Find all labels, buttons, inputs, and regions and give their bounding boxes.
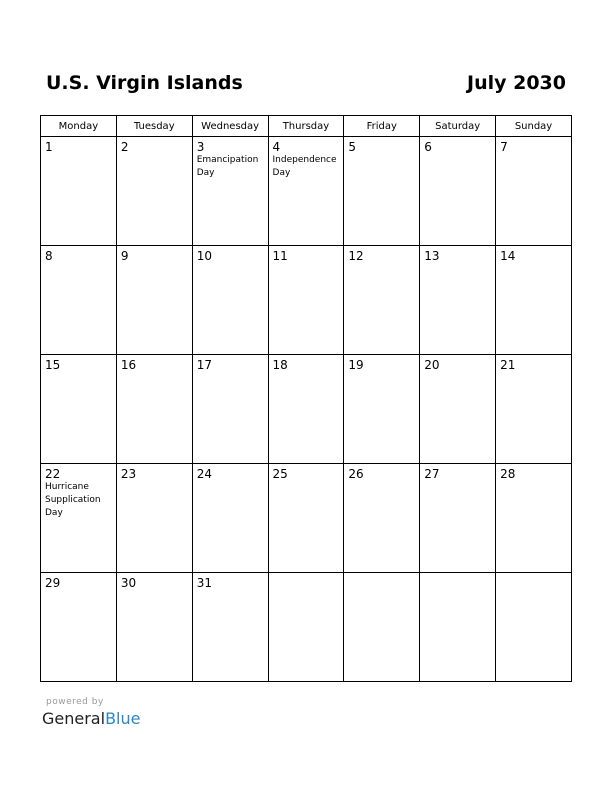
calendar-grid xyxy=(40,115,572,682)
day-number: 21 xyxy=(500,358,516,372)
day-number: 28 xyxy=(500,467,516,481)
day-cell xyxy=(116,464,192,573)
day-cell xyxy=(268,137,344,246)
day-number: 25 xyxy=(272,467,288,481)
day-number: 9 xyxy=(120,249,129,263)
weekday-header: Monday xyxy=(41,116,117,137)
week-row xyxy=(41,464,572,573)
day-number: 3 xyxy=(196,140,205,154)
empty-day-cell xyxy=(344,573,420,682)
day-cell xyxy=(420,246,496,355)
day-number: 11 xyxy=(272,249,288,263)
day-number: 29 xyxy=(45,576,61,590)
day-number: 20 xyxy=(424,358,440,372)
day-cell xyxy=(41,246,117,355)
day-number: 1 xyxy=(45,140,53,154)
day-number: 22 xyxy=(45,467,61,481)
day-number: 10 xyxy=(196,249,212,263)
week-row xyxy=(41,573,572,682)
weekday-header: Friday xyxy=(344,116,420,137)
week-row xyxy=(41,355,572,464)
day-cell xyxy=(496,137,572,246)
weekday-header: Wednesday xyxy=(192,116,268,137)
day-number: 7 xyxy=(500,140,508,154)
day-cell xyxy=(192,246,268,355)
day-cell xyxy=(344,464,420,573)
day-number: 18 xyxy=(272,358,288,372)
holiday-label: Hurricane Supplication Day xyxy=(45,482,101,518)
empty-day-cell xyxy=(420,573,496,682)
day-cell xyxy=(420,464,496,573)
weekday-header-row xyxy=(41,116,572,137)
day-cell xyxy=(41,137,117,246)
holiday-label: Emancipation Day xyxy=(196,155,259,178)
day-number: 2 xyxy=(120,140,129,154)
day-cell xyxy=(496,464,572,573)
day-number: 27 xyxy=(424,467,440,481)
day-cell xyxy=(192,573,268,682)
weekday-header: Tuesday xyxy=(116,116,192,137)
day-number: 17 xyxy=(196,358,212,372)
day-cell xyxy=(192,137,268,246)
day-cell xyxy=(116,137,192,246)
day-number: 15 xyxy=(45,358,61,372)
brand-part-1: General xyxy=(42,709,106,728)
weekday-header: Thursday xyxy=(268,116,344,137)
day-cell xyxy=(496,355,572,464)
day-cell xyxy=(420,137,496,246)
day-cell xyxy=(344,137,420,246)
generalblue-logo[interactable] xyxy=(42,709,140,728)
day-number: 12 xyxy=(348,249,364,263)
brand-part-2: Blue xyxy=(105,709,141,728)
day-cell xyxy=(41,464,117,573)
day-number: 23 xyxy=(120,467,137,481)
day-number: 13 xyxy=(424,249,440,263)
day-cell xyxy=(268,355,344,464)
day-cell xyxy=(192,464,268,573)
day-cell xyxy=(41,573,117,682)
day-cell xyxy=(344,246,420,355)
day-cell xyxy=(420,355,496,464)
day-number: 16 xyxy=(120,358,137,372)
week-row xyxy=(41,137,572,246)
day-cell xyxy=(344,355,420,464)
day-number: 31 xyxy=(196,576,212,590)
day-cell xyxy=(268,464,344,573)
day-number: 8 xyxy=(45,249,53,263)
day-number: 6 xyxy=(424,140,432,154)
day-cell xyxy=(496,246,572,355)
day-number: 4 xyxy=(272,140,281,154)
day-number: 30 xyxy=(120,576,137,590)
day-cell xyxy=(41,355,117,464)
day-cell xyxy=(192,355,268,464)
week-row xyxy=(41,246,572,355)
empty-day-cell xyxy=(496,573,572,682)
day-number: 24 xyxy=(196,467,212,481)
powered-by-label: powered by xyxy=(46,697,104,707)
month-year-title: July 2030 xyxy=(467,72,566,94)
day-number: 19 xyxy=(348,358,364,372)
day-cell xyxy=(116,246,192,355)
weekday-header: Sunday xyxy=(496,116,572,137)
day-number: 5 xyxy=(348,140,357,154)
weekday-header: Saturday xyxy=(420,116,496,137)
region-title: U.S. Virgin Islands xyxy=(46,72,243,94)
day-number: 26 xyxy=(348,467,364,481)
holiday-label: Independence Day xyxy=(272,155,337,178)
day-cell xyxy=(116,355,192,464)
day-cell xyxy=(116,573,192,682)
day-cell xyxy=(268,246,344,355)
day-number: 14 xyxy=(500,249,516,263)
empty-day-cell xyxy=(268,573,344,682)
